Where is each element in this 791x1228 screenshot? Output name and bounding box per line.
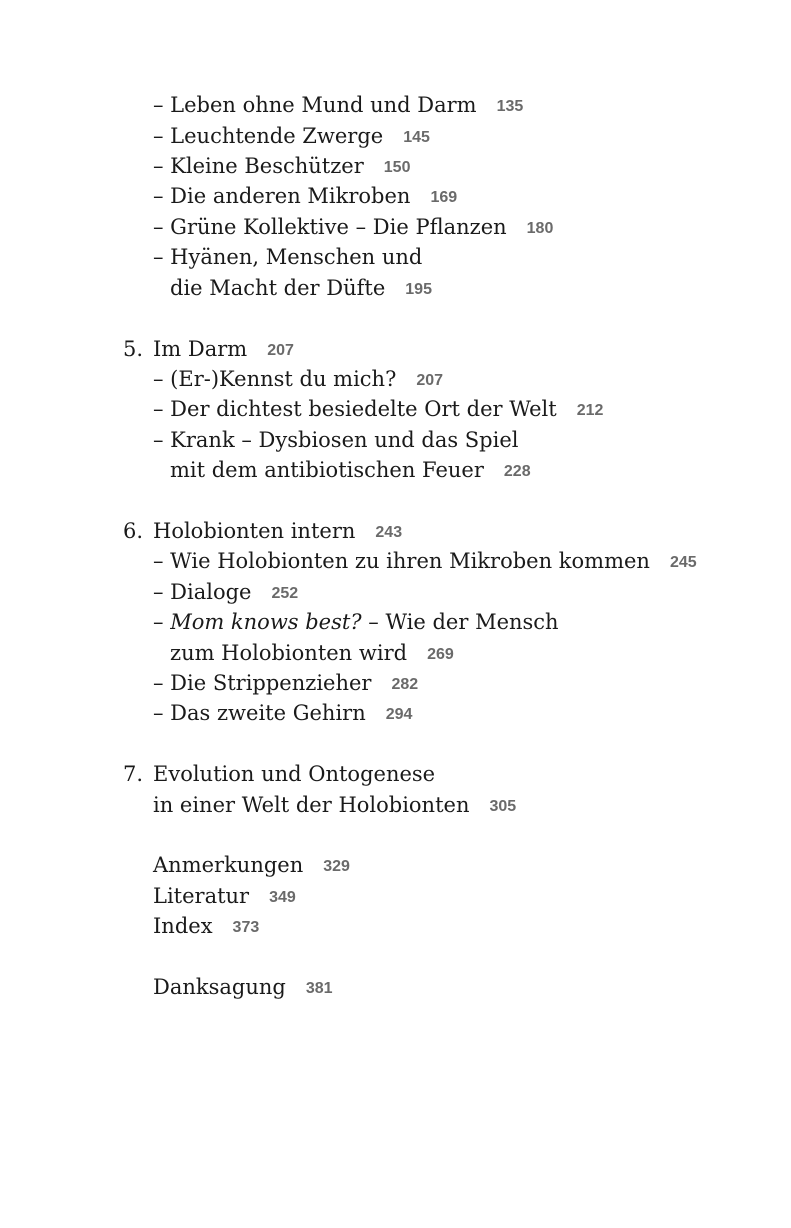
toc-entry-title: – Grüne Kollektive – Die Pflanzen [153, 215, 507, 239]
toc-backmatter [153, 913, 259, 939]
toc-page-number: 180 [526, 220, 554, 237]
toc-page-number: 207 [416, 372, 444, 389]
toc-chapter-title: Holobionten intern [153, 519, 356, 543]
toc-chapter-line1 [153, 761, 435, 787]
toc-page-number: 243 [375, 524, 403, 541]
toc-entry-line2 [170, 275, 432, 301]
toc-entry [153, 366, 443, 392]
toc-entry-line1 [153, 244, 422, 270]
toc-entry-title: – Wie der Mensch [361, 610, 559, 634]
toc-entry [153, 670, 418, 696]
toc-entry-title-continued: die Macht der Düfte [170, 276, 386, 300]
toc-page-number: 212 [576, 402, 604, 419]
toc-page-number: 252 [271, 585, 299, 602]
toc-page-number: 381 [305, 980, 333, 997]
toc-entry-dash: – [153, 610, 171, 634]
toc-entry-title: – Kleine Beschützer [153, 154, 364, 178]
toc-entry-title: – Krank – Dysbiosen und das Spiel [153, 428, 519, 452]
toc-entry [153, 579, 298, 605]
toc-chapter-line2 [153, 792, 516, 818]
toc-entry-title: – Der dichtest besiedelte Ort der Welt [153, 397, 557, 421]
toc-entry-title: – (Er-)Kennst du mich? [153, 367, 397, 391]
toc-page-number: 349 [269, 889, 296, 906]
toc-backmatter [153, 883, 296, 909]
toc-chapter [153, 518, 402, 544]
toc-entry-title: – Wie Holobionten zu ihren Mikroben kommen [153, 549, 650, 573]
toc-page-number: 282 [391, 676, 419, 693]
toc-backmatter-title: Index [153, 914, 213, 938]
toc-page-number: 207 [267, 342, 294, 359]
toc-entry-line1 [153, 427, 518, 453]
toc-entry-line2 [170, 457, 531, 483]
toc-backmatter [153, 852, 350, 878]
toc-page-number: 145 [403, 129, 430, 146]
toc-entry-title: – Leuchtende Zwerge [153, 124, 384, 148]
toc-page-number: 169 [430, 189, 458, 206]
toc-backmatter-title: Literatur [153, 884, 250, 908]
toc-entry [153, 123, 430, 149]
toc-page-number: 305 [489, 798, 517, 815]
toc-entry-title-continued: zum Holobionten wird [170, 641, 408, 665]
toc-entry-line2 [170, 640, 454, 666]
toc-page-number: 228 [503, 463, 531, 480]
toc-chapter [153, 336, 294, 362]
toc-page-number: 245 [669, 554, 697, 571]
toc-page-number: 329 [323, 858, 350, 875]
toc-page-number: 373 [232, 919, 260, 936]
toc-entry-title: – Das zweite Gehirn [153, 701, 366, 725]
toc-entry-title: – Leben ohne Mund und Darm [153, 93, 477, 117]
toc-entry-title: – Die Strippenzieher [153, 671, 372, 695]
toc-entry-italic-title: Mom knows best? [170, 610, 362, 634]
toc-entry-title-continued: mit dem antibiotischen Feuer [170, 458, 484, 482]
chapter-number: 7. [123, 762, 144, 786]
toc-entry [153, 92, 523, 118]
toc-page-number: 195 [405, 281, 432, 298]
toc-chapter-title: Evolution und Ontogenese [153, 762, 436, 786]
toc-entry [153, 700, 412, 726]
toc-page-number: 269 [427, 646, 454, 663]
toc-backmatter-title: Anmerkungen [153, 853, 304, 877]
toc-page-number: 150 [383, 159, 411, 176]
toc-entry-line1 [153, 609, 559, 635]
toc-entry-title: – Dialoge [153, 580, 252, 604]
toc-page-number: 135 [496, 98, 524, 115]
toc-entry [153, 214, 553, 240]
chapter-number: 6. [123, 519, 144, 543]
toc-page-number: 294 [385, 706, 413, 723]
toc-chapter-title-continued: in einer Welt der Holobionten [153, 793, 470, 817]
toc-entry-title: – Hyänen, Menschen und [153, 245, 423, 269]
chapter-number: 5. [123, 337, 144, 361]
toc-entry [153, 183, 457, 209]
toc-entry [153, 396, 603, 422]
toc-entry [153, 548, 697, 574]
toc-entry [153, 153, 410, 179]
toc-chapter-title: Im Darm [153, 337, 248, 361]
toc-entry-title: – Die anderen Mikroben [153, 184, 411, 208]
toc-backmatter-title: Danksagung [153, 975, 286, 999]
toc-backmatter [153, 974, 333, 1000]
